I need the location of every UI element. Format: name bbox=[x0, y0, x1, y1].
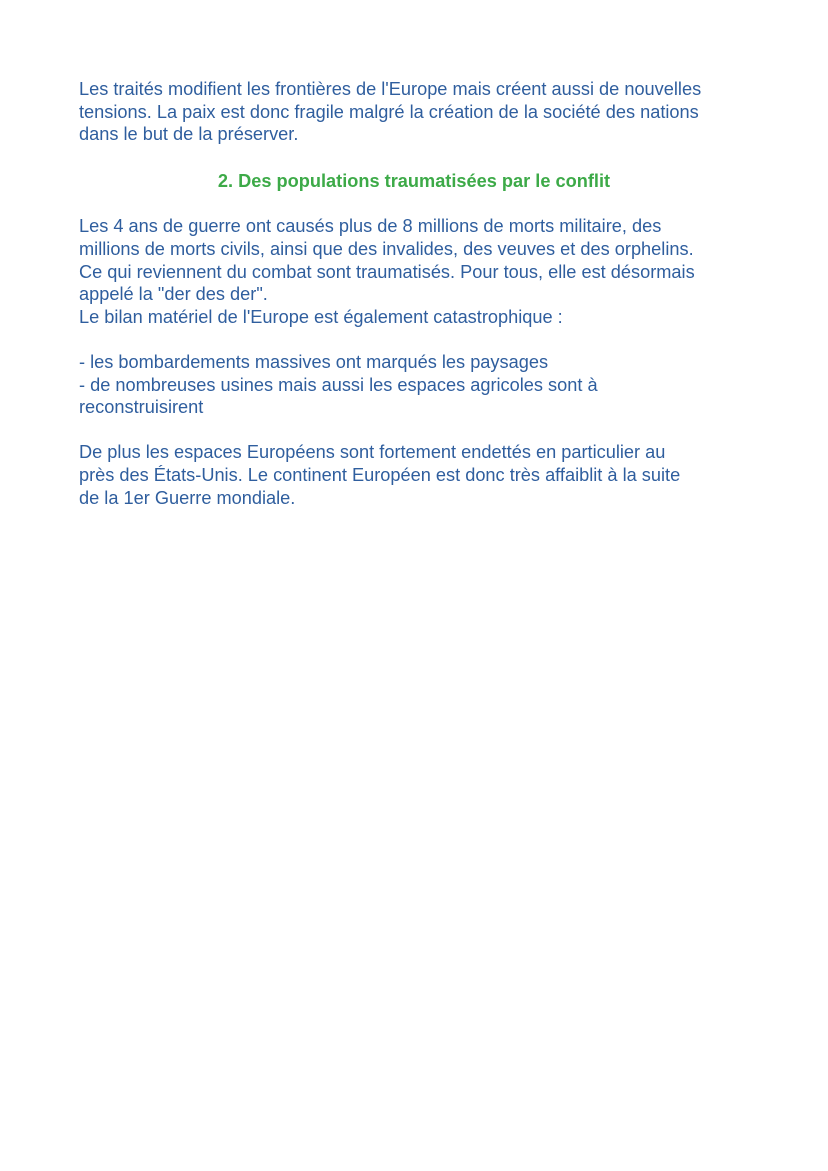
text-line: Les 4 ans de guerre ont causés plus de 8 millions de morts militaire, des bbox=[79, 216, 662, 237]
spacer bbox=[79, 146, 759, 170]
text-line: millions de morts civils, ainsi que des invalides, des veuves et des orphelins. bbox=[79, 238, 694, 259]
list-item: - de nombreuses usines mais aussi les espaces agricoles sont à bbox=[79, 374, 598, 395]
text-line: dans le but de la préserver. bbox=[79, 124, 299, 145]
spacer bbox=[79, 192, 759, 215]
text-line: appelé la "der des der". bbox=[79, 284, 268, 305]
document-page bbox=[79, 78, 759, 509]
text-line: De plus les espaces Européens sont fortement endettés en particulier au bbox=[79, 442, 666, 463]
text-line: Les traités modifient les frontières de l'Europe mais créent aussi de nouvelles bbox=[79, 79, 702, 99]
debt-paragraph bbox=[79, 441, 759, 509]
spacer bbox=[79, 328, 759, 351]
spacer bbox=[79, 419, 759, 442]
list-item-continuation: reconstruisirent bbox=[79, 397, 204, 418]
damage-list bbox=[79, 351, 759, 419]
casualties-paragraph bbox=[79, 215, 759, 328]
text-line: de la 1er Guerre mondiale. bbox=[79, 487, 296, 508]
text-line: près des États-Unis. Le continent Européen est donc très affaiblit à la suite bbox=[79, 464, 681, 485]
text-line: Le bilan matériel de l'Europe est également catastrophique : bbox=[79, 306, 563, 327]
intro-paragraph bbox=[79, 78, 759, 146]
text-line: Ce qui reviennent du combat sont traumatisés. Pour tous, elle est désormais bbox=[79, 261, 695, 282]
list-item: - les bombardements massives ont marqués les paysages bbox=[79, 351, 549, 372]
section-heading: 2. Des populations traumatisées par le conflit bbox=[217, 170, 611, 191]
text-line: tensions. La paix est donc fragile malgré la création de la société des nations bbox=[79, 101, 699, 122]
